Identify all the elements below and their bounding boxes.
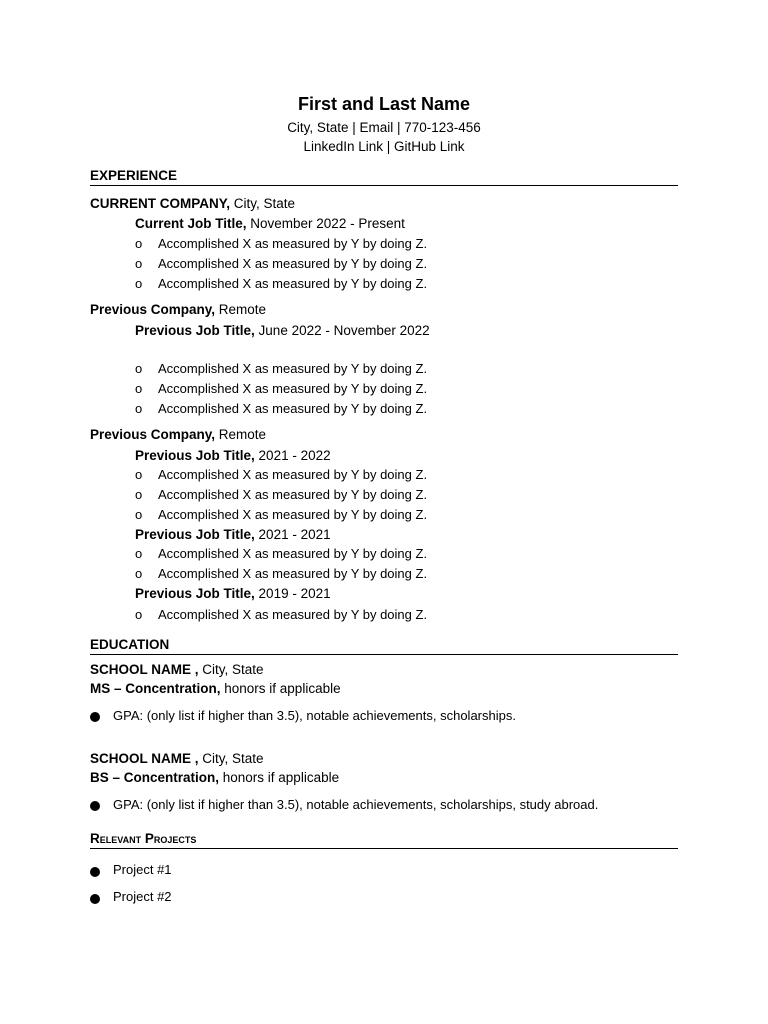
bullet-item: Accomplished X as measured by Y by doing Z. [158,256,428,271]
company-line [90,427,266,442]
bullet-marker: o [135,546,143,561]
company-location: Remote [215,302,267,317]
bullet-marker: o [135,381,143,396]
bullet-marker: o [135,507,143,522]
bullet-item: Accomplished X as measured by Y by doing Z. [158,566,428,581]
bullet-marker: o [135,236,143,251]
school-location: City, State [198,751,264,766]
job-dates: November 2022 - Present [246,216,405,231]
bullet-dot-icon [90,801,100,811]
degree-line [90,681,341,696]
bullet-item: Accomplished X as measured by Y by doing Z. [158,467,428,482]
job-dates: 2021 - 2022 [254,448,331,463]
bullet-marker: o [135,487,143,502]
project-item: Project #1 [113,862,172,877]
project-item: Project #2 [113,889,172,904]
company-location: Remote [215,427,267,442]
job-title-line [135,448,331,463]
degree-line [90,770,339,785]
bullet-marker: o [135,401,143,416]
bullet-item: Accomplished X as measured by Y by doing Z. [158,607,428,622]
job-title-line [135,586,331,601]
bullet-item: Accomplished X as measured by Y by doing Z. [158,546,428,561]
experience-heading: EXPERIENCE [90,168,678,186]
job-dates: June 2022 - November 2022 [254,323,430,338]
bullet-dot-icon [90,867,100,877]
school-name: SCHOOL NAME , [90,751,199,766]
job-title: Previous Job Title, [135,586,255,601]
bullet-marker: o [135,607,143,622]
links-line: LinkedIn Link | GitHub Link [303,139,465,154]
bullet-marker: o [135,566,143,581]
honors: honors if applicable [219,770,340,785]
candidate-name: First and Last Name [297,94,471,114]
bullet-dot-icon [90,894,100,904]
degree: MS – Concentration, [90,681,221,696]
company-name: Previous Company, [90,302,216,317]
job-title: Current Job Title, [135,216,247,231]
company-name: Previous Company, [90,427,216,442]
bullet-dot-icon [90,712,100,722]
job-title-line [135,216,405,231]
bullet-marker: o [135,276,143,291]
bullet-item: Accomplished X as measured by Y by doing Z. [158,361,428,376]
bullet-marker: o [135,256,143,271]
education-heading: EDUCATION [90,637,678,655]
bullet-marker: o [135,361,143,376]
company-name: CURRENT COMPANY, [90,196,231,211]
school-name: SCHOOL NAME , [90,662,199,677]
honors: honors if applicable [220,681,341,696]
contact-line: City, State | Email | 770-123-456 [287,120,481,135]
school-line [90,751,264,766]
bullet-item: Accomplished X as measured by Y by doing Z. [158,487,428,502]
school-location: City, State [198,662,264,677]
company-line [90,196,295,211]
job-title: Previous Job Title, [135,448,255,463]
job-title: Previous Job Title, [135,323,255,338]
job-title: Previous Job Title, [135,527,255,542]
job-title-line [135,323,430,338]
company-line [90,302,266,317]
bullet-marker: o [135,467,143,482]
company-location: City, State [230,196,296,211]
bullet-item: Accomplished X as measured by Y by doing Z. [158,276,428,291]
school-line [90,662,264,677]
job-dates: 2021 - 2021 [254,527,331,542]
job-title-line [135,527,331,542]
bullet-item: Accomplished X as measured by Y by doing Z. [158,381,428,396]
bullet-item: Accomplished X as measured by Y by doing Z. [158,236,428,251]
education-detail: GPA: (only list if higher than 3.5), notable achievements, scholarships, study abroad. [113,797,599,812]
education-detail: GPA: (only list if higher than 3.5), notable achievements, scholarships. [113,708,516,723]
bullet-item: Accomplished X as measured by Y by doing Z. [158,401,428,416]
bullet-item: Accomplished X as measured by Y by doing Z. [158,507,428,522]
projects-heading: Relevant Projects [90,831,678,849]
job-dates: 2019 - 2021 [254,586,331,601]
degree: BS – Concentration, [90,770,220,785]
